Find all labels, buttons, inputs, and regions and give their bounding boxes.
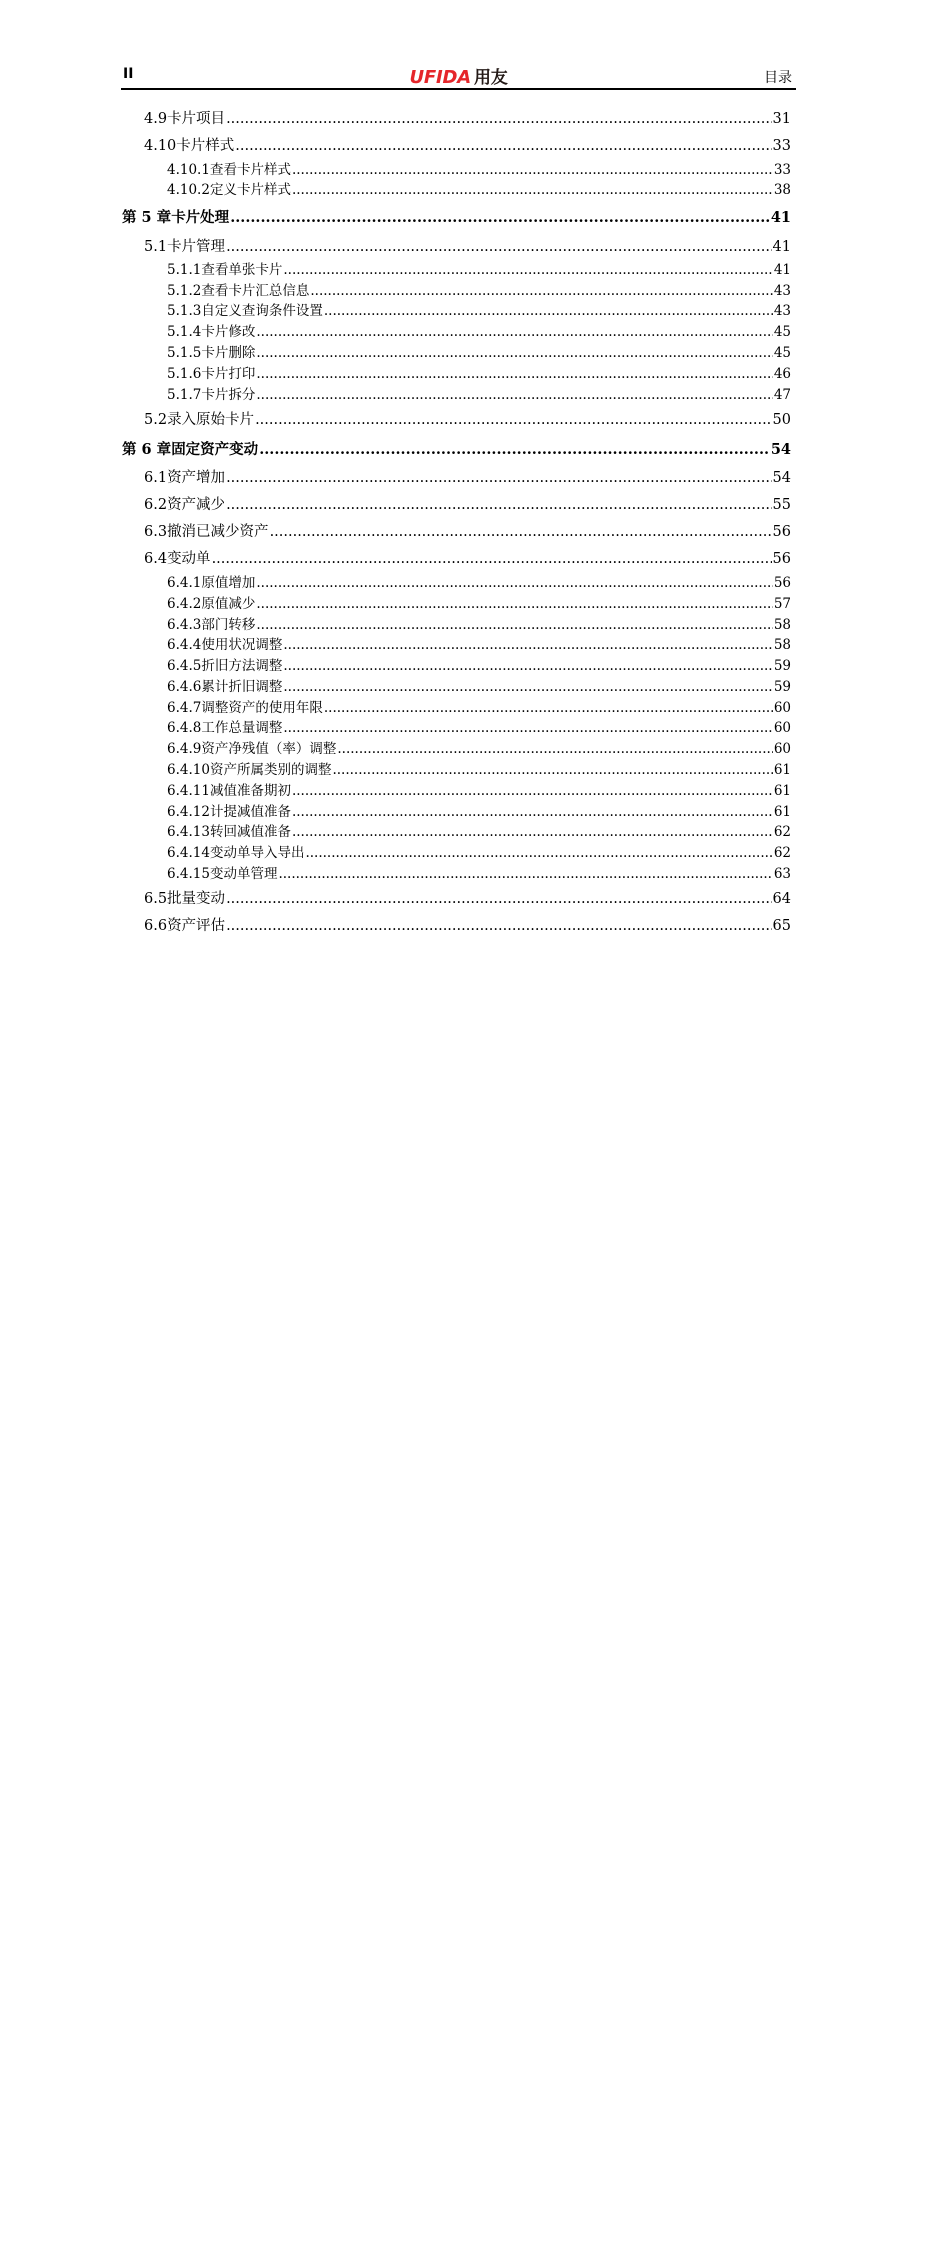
- toc-entry-number: 6.6: [144, 918, 168, 934]
- toc-entry-number: 5.1.6: [167, 366, 202, 382]
- dot-leader: [283, 722, 772, 736]
- toc-entry-page-number: 56: [772, 524, 791, 540]
- toc-entry-page-number: 50: [772, 412, 791, 428]
- toc-entry-number: 5.1.3: [167, 303, 202, 319]
- toc-entry-number: 5.1.7: [167, 387, 202, 403]
- toc-entry-page-number: 56: [773, 575, 791, 591]
- toc-entry-title: 转回减值准备: [209, 824, 291, 840]
- dot-leader: [226, 240, 771, 255]
- toc-entry-number: 6.4.7: [167, 700, 202, 716]
- toc-entry-page-number: 43: [773, 283, 791, 299]
- toc-entry-number: 6.4.2: [167, 596, 202, 612]
- dot-leader: [226, 112, 771, 127]
- toc-entry-page-number: 47: [773, 387, 791, 403]
- section-title: 目录: [764, 70, 792, 86]
- dot-leader: [226, 919, 771, 934]
- toc-entry-title: 资产增加: [167, 470, 226, 486]
- toc-entry-title: 卡片拆分: [201, 387, 256, 403]
- toc-entry-title: 卡片样式: [176, 138, 235, 154]
- toc-entry-number: 6.4.1: [167, 575, 202, 591]
- toc-entry-title: 变动单: [167, 551, 211, 567]
- toc-entry-page-number: 41: [770, 209, 791, 226]
- toc-entry-page-number: 57: [773, 596, 791, 612]
- toc-entry-number: 6.4.13: [167, 824, 210, 840]
- toc-entry-page-number: 45: [773, 345, 791, 361]
- toc-entry-page-number: 33: [773, 162, 791, 178]
- toc-entry-title: 卡片管理: [167, 239, 226, 255]
- toc-entry-title: 使用状况调整: [201, 637, 283, 653]
- toc-entry-page-number: 41: [772, 239, 791, 255]
- toc-entry-number: 6.4.4: [167, 637, 202, 653]
- toc-entry-page-number: 62: [773, 824, 791, 840]
- toc-entry-page-number: 60: [773, 741, 791, 757]
- dot-leader: [226, 892, 771, 907]
- dot-leader: [256, 368, 772, 382]
- toc-entry-number: 6.5: [144, 891, 168, 907]
- toc-entry-number: 5.1.1: [167, 262, 202, 278]
- toc-entry-number: 6.4.3: [167, 617, 202, 633]
- toc-entry-title: 变动单管理: [209, 866, 278, 882]
- toc-entry-number: 5.1: [144, 239, 168, 255]
- dot-leader: [292, 806, 773, 820]
- dot-leader: [270, 525, 772, 540]
- toc-entry-title: 卡片修改: [201, 324, 256, 340]
- toc-entry-number: 6.4.9: [167, 741, 202, 757]
- toc-entry-number: 6.2: [144, 497, 168, 513]
- toc-entry-number: 5.1.4: [167, 324, 202, 340]
- toc-entry-page-number: 65: [772, 918, 791, 934]
- dot-leader: [283, 681, 772, 695]
- dot-leader: [230, 211, 770, 226]
- toc-entry-page-number: 60: [773, 720, 791, 736]
- dot-leader: [256, 347, 772, 361]
- dot-leader: [256, 326, 772, 340]
- dot-leader: [292, 164, 773, 178]
- toc-entry-title: 变动单导入导出: [209, 845, 305, 861]
- toc-entry-number: 6.4.8: [167, 720, 202, 736]
- toc-entry-title: 原值增加: [201, 575, 256, 591]
- toc-entry-title: 资产评估: [167, 918, 226, 934]
- dot-leader: [256, 577, 772, 591]
- toc-entry-title: 资产所属类别的调整: [209, 762, 332, 778]
- toc-entry-number: 6.4.14: [167, 845, 210, 861]
- dot-leader: [337, 743, 772, 757]
- dot-leader: [292, 826, 773, 840]
- dot-leader: [292, 785, 773, 799]
- toc-entry-number: 4.10: [144, 138, 177, 154]
- toc-entry-page-number: 38: [773, 182, 791, 198]
- toc-entry-page-number: 31: [772, 111, 791, 127]
- toc-entry-title: 卡片删除: [201, 345, 256, 361]
- toc-entry-title: 卡片打印: [201, 366, 256, 382]
- toc-entry-title: 录入原始卡片: [167, 412, 255, 428]
- toc-entry-title: 累计折旧调整: [201, 679, 283, 695]
- page-number: II: [123, 66, 134, 82]
- toc-entry-page-number: 46: [773, 366, 791, 382]
- toc-entry-title: 工作总量调整: [201, 720, 283, 736]
- toc-entry-number: 第 5 章: [122, 209, 172, 226]
- toc-entry-page-number: 64: [772, 891, 791, 907]
- toc-entry-page-number: 60: [773, 700, 791, 716]
- toc-entry-title: 查看单张卡片: [201, 262, 283, 278]
- toc-entry-number: 4.9: [144, 111, 168, 127]
- dot-leader: [324, 305, 773, 319]
- toc-entry-page-number: 54: [772, 470, 791, 486]
- toc-entry-title: 定义卡片样式: [209, 182, 291, 198]
- toc-entry-title: 查看卡片汇总信息: [201, 283, 310, 299]
- toc-entry-page-number: 55: [772, 497, 791, 513]
- dot-leader: [256, 389, 772, 403]
- ufida-logo: [121, 63, 796, 88]
- toc-entry-page-number: 61: [773, 804, 791, 820]
- dot-leader: [256, 619, 772, 633]
- toc-entry-page-number: 43: [773, 303, 791, 319]
- toc-entry-page-number: 59: [773, 658, 791, 674]
- toc-entry-title: 原值减少: [201, 596, 256, 612]
- dot-leader: [283, 264, 772, 278]
- page-header: [121, 60, 796, 90]
- toc-entry-page-number: 58: [773, 637, 791, 653]
- toc-entry-title: 查看卡片样式: [209, 162, 291, 178]
- toc-entry-page-number: 41: [773, 262, 791, 278]
- toc-entry-number: 5.1.2: [167, 283, 202, 299]
- toc-entry-page-number: 54: [770, 441, 791, 458]
- toc-entry-number: 6.4: [144, 551, 168, 567]
- toc-entry-page-number: 62: [773, 845, 791, 861]
- toc-entry-number: 6.4.12: [167, 804, 210, 820]
- toc-entry-title: 撤消已减少资产: [167, 524, 269, 540]
- dot-leader: [278, 868, 772, 882]
- dot-leader: [235, 139, 771, 154]
- toc-entry-number: 6.4.5: [167, 658, 202, 674]
- dot-leader: [226, 498, 771, 513]
- toc-entry-number: 6.4.10: [167, 762, 210, 778]
- toc-entry-title: 折旧方法调整: [201, 658, 283, 674]
- toc-entry-title: 资产净残值（率）调整: [201, 741, 337, 757]
- toc-entry-number: 6.4.11: [167, 783, 210, 799]
- toc-entry-title: 部门转移: [201, 617, 256, 633]
- toc-entry-title: 卡片处理: [171, 209, 230, 226]
- toc-entry-number: 4.10.1: [167, 162, 210, 178]
- toc-entry-page-number: 61: [773, 762, 791, 778]
- dot-leader: [212, 552, 772, 567]
- toc-entry-title: 资产减少: [167, 497, 226, 513]
- toc-entry-page-number: 59: [773, 679, 791, 695]
- toc-entry-page-number: 61: [773, 783, 791, 799]
- dot-leader: [324, 702, 773, 716]
- dot-leader: [255, 413, 771, 428]
- toc-entry-number: 5.1.5: [167, 345, 202, 361]
- dot-leader: [283, 660, 772, 674]
- dot-leader: [310, 285, 772, 299]
- toc-entry-number: 6.4.15: [167, 866, 210, 882]
- toc-entry-title: 批量变动: [167, 891, 226, 907]
- dot-leader: [226, 471, 771, 486]
- toc-entry[interactable]: [0, 919, 952, 2266]
- toc-entry-number: 6.4.6: [167, 679, 202, 695]
- toc-entry-title: 卡片项目: [167, 111, 226, 127]
- dot-leader: [259, 443, 770, 458]
- toc-entry-title: 调整资产的使用年限: [201, 700, 323, 716]
- dot-leader: [256, 598, 772, 612]
- toc-entry-number: 第 6 章: [122, 441, 172, 458]
- logo-brand-text: UFIDA: [409, 67, 471, 88]
- dot-leader: [332, 764, 772, 778]
- dot-leader: [283, 639, 772, 653]
- toc-entry-page-number: 58: [773, 617, 791, 633]
- toc-entry-page-number: 63: [773, 866, 791, 882]
- toc-entry-number: 6.1: [144, 470, 168, 486]
- dot-leader: [292, 184, 773, 198]
- toc-entry-page-number: 45: [773, 324, 791, 340]
- toc-entry-title: 自定义查询条件设置: [201, 303, 323, 319]
- toc-entry-title: 计提减值准备: [209, 804, 291, 820]
- toc-entry-page-number: 33: [772, 138, 791, 154]
- toc-entry-number: 5.2: [144, 412, 168, 428]
- toc-entry-number: 6.3: [144, 524, 168, 540]
- toc-entry-page-number: 56: [772, 551, 791, 567]
- toc-entry-title: 减值准备期初: [209, 783, 291, 799]
- logo-chinese-text: 用友: [473, 68, 508, 88]
- toc-entry-number: 4.10.2: [167, 182, 210, 198]
- dot-leader: [305, 847, 772, 861]
- toc-entry-title: 固定资产变动: [171, 441, 259, 458]
